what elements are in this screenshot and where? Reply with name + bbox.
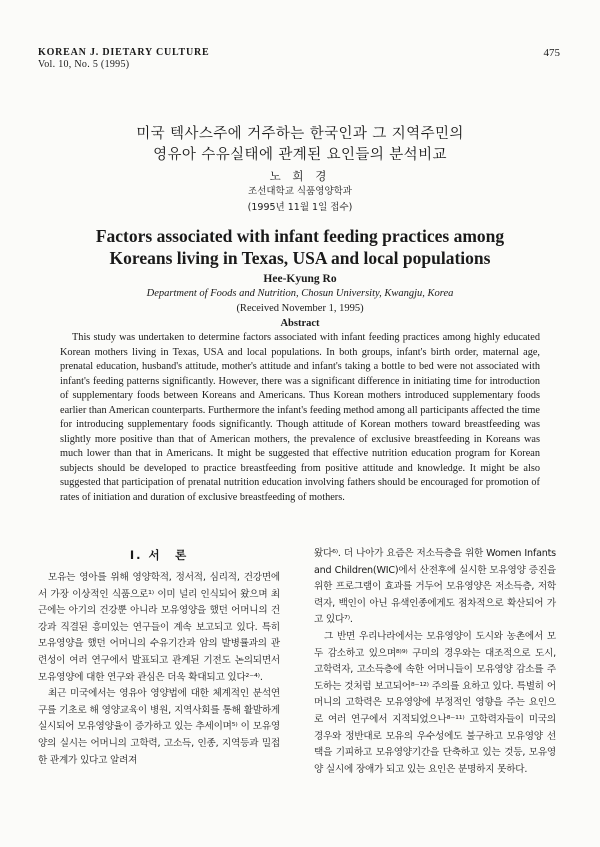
korean-title-line2: 영유아 수유실태에 관계된 요인들의 분석비교 (153, 147, 447, 163)
korean-title-line1: 미국 텍사스주에 거주하는 한국인과 그 지역주민의 (136, 126, 464, 142)
english-title-line1: Factors associated with infant feeding practices among (95, 226, 505, 246)
english-received: (Received November 1, 1995) (236, 303, 364, 314)
body-paragraph: 그 반면 우리나라에서는 모유영양이 도시와 농촌에서 모두 감소하고 있으며⁸⁾⁹⁾ 구미의 경우와는 대조적으로 도시, 고학력자, 고소득층에 속한 어머니들이 모유영양 감소를 주도하는 것처럼 보고되어⁸⁻¹²⁾ 주의를 요하고 있다. 특별히 어머니의 고학력은 모유영양에 부정적인 영향을 주는 요인으로 여러 연구에서 지적되었으나⁸⁻¹¹⁾ 고학력자들이 미국의 경우와 정반대로 모유의 우수성에도 불구하고 모유영양 선택을 기피하고 모유영양기간을 단축하고 있는 것등, 모유영양 실시에 장애가 되고 있는 요인은 분명하지 못하다. (314, 630, 556, 775)
english-author: Hee-Kyung Ro (263, 273, 337, 285)
section-heading: I. 서 론 (129, 548, 189, 562)
journal-header (38, 47, 210, 71)
right-column (314, 546, 556, 778)
journal-name: KOREAN J. DIETARY CULTURE (38, 47, 210, 58)
korean-author: 노 희 경 (269, 169, 331, 183)
abstract-heading: Abstract (280, 318, 320, 329)
body-paragraph: 최근 미국에서는 영유아 영양법에 대한 체계적인 분석연구를 기초로 해 영양교육이 병원, 지역사회를 통해 활발하게 실시되어 모유영양율이 증가하고 있는 추세이며⁵⁾ 이 모유영양의 실시는 어머니의 고학력, 고소득, 인종, 지역등과 밀접한 관계가 있다고 알려져 (38, 688, 280, 766)
body-paragraph: 모유는 영아를 위해 영양학적, 정서적, 심리적, 건강면에서 가장 이상적인 식품으로¹⁾ 이미 널리 인식되어 왔으며 최근에는 아기의 건강뿐 아니라 모유영양을 했던 어머니의 건강과 직결된 흥미있는 연구들이 계속 보고되고 있다. 특히 모유영양을 했던 어머니의 수유기간과 암의 발병률과의 관련성이 여러 연구에서 발표되고 관계된 기전도 논의되면서 모유영양에 대한 연구와 관심은 더욱 확대되고 있다²⁻⁴⁾. (38, 572, 280, 683)
korean-received: (1995년 11월 1일 접수) (247, 202, 353, 213)
korean-affiliation: 조선대학교 식품영양학과 (248, 186, 352, 197)
english-title (0, 225, 600, 269)
body-paragraph: 왔다⁶⁾. 더 나아가 요즘은 저소득층을 위한 Women Infants and Children(WIC)에서 산전후에 실시한 모유영양 증진을 위한 프로그램이 효과를 거두어 모유영양은 저소득층, 저학력자, 백인이 아닌 유색인종에게도 점차적으로 확산되어 가고 있다⁷⁾. (314, 548, 556, 626)
english-title-line2: Koreans living in Texas, USA and local populations (109, 248, 491, 268)
page-number: 475 (543, 47, 560, 59)
journal-volume: Vol. 10, No. 5 (1995) (38, 59, 130, 70)
english-affiliation: Department of Foods and Nutrition, Chosun University, Kwangju, Korea (146, 288, 454, 299)
korean-title (0, 124, 600, 166)
left-column (38, 570, 280, 769)
abstract-text: This study was undertaken to determine factors associated with infant feeding practices among highly educated Korean mothers living in Texas, USA and local populations. In both groups, infant's birth order, maternal age, prenatal education, husband's attitude, mother's attitude and infant's taking a bottle to bed were not associated with infant's feeding patterns significantly. However, there was a significant difference in initiating time for introduction of supplementary foods between Koreans and Americans. Thus Korean mothers introduced supplementary foods earlier than American counterparts. Furthermore the infant's feeding method among all participants affected the time for introducing supplementary foods significantly. Though attitude of Korean mothers toward breastfeeding was slightly more positive than that of American mothers, the prevalence of exclusive breastfeeding in Koreans was much lower than that in Americans. It might be suggested that effective nutrition education program for Korean subjects should be developed to practice breastfeeding from positive attitude and knowledge. It might be also suggested that participation of prenatal nutrition education involving fathers should be encouraged for promotion of rates of initiation and duration of exclusive breastfeeding of mothers. (60, 332, 540, 503)
